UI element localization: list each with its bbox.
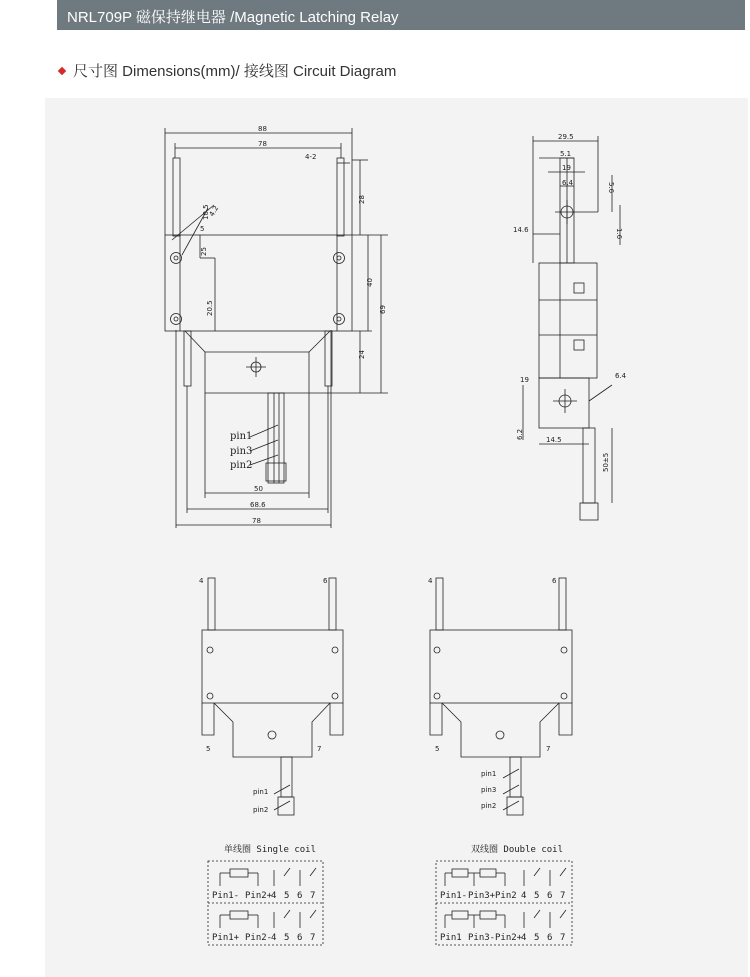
connector [266, 463, 286, 481]
double-terminal-5-label: 5 [435, 745, 440, 753]
double-r1-pin1: Pin1- [440, 891, 468, 901]
dim-25: 25 [200, 247, 208, 256]
double-coil-title: 双线圈 Double coil [471, 845, 564, 855]
double-coil-diagram [430, 578, 572, 815]
header-title: NRL709P 磁保持继电器 /Magnetic Latching Relay [67, 9, 399, 26]
single-r2-6: 6 [297, 933, 303, 943]
double-pin2-label: pin2 [481, 802, 497, 810]
terminal-4-label: 4 [199, 577, 204, 585]
single-r1-6: 6 [297, 891, 303, 901]
single-r2-4: 4 [271, 933, 277, 943]
pin3-label: pin3 [230, 446, 253, 457]
dim-68-6: 68.6 [250, 501, 266, 509]
double-r1-7: 7 [560, 891, 566, 901]
double-r2-4: 4 [521, 933, 527, 943]
dim-14-5: 14.5 [546, 436, 562, 444]
dim-19-top: 19 [562, 164, 571, 172]
dim-4-2: 4-2 [305, 153, 317, 161]
dim-40: 40 [366, 278, 374, 287]
relay-body [165, 235, 352, 331]
terminal-7-label: 7 [317, 745, 322, 753]
single-r2-pin1: Pin1+ [212, 933, 240, 943]
double-pin3-label: pin3 [481, 786, 497, 794]
single-r2-7: 7 [310, 933, 316, 943]
dim-20-5: 20.5 [206, 300, 214, 316]
double-r1-4: 4 [521, 891, 527, 901]
terminal-lower-left [184, 331, 191, 386]
dim-6-2: 6.2 [516, 428, 524, 440]
dim-50-5: 50±5 [602, 452, 610, 472]
dim-5-6: 5.6 [607, 182, 615, 194]
front-view [165, 128, 388, 528]
side-connector [580, 503, 598, 520]
dim-24: 24 [358, 350, 366, 359]
double-terminal-4-label: 4 [428, 577, 433, 585]
double-r2-5: 5 [534, 933, 540, 943]
single-coil-diagram [202, 578, 343, 815]
double-r1-pin3: Pin3+ [468, 891, 496, 901]
dim-5-1: 5.1 [560, 150, 572, 158]
double-r2-7: 7 [560, 933, 566, 943]
pin2-label: pin2 [230, 460, 253, 471]
dim-28: 28 [358, 195, 366, 204]
dim-6-4-top: 6.4 [562, 179, 574, 187]
double-r1-5: 5 [534, 891, 540, 901]
dim-1-6: 1.6 [615, 228, 623, 240]
dim-78-top: 78 [258, 140, 267, 148]
dim-6-4-bottom: 6.4 [615, 372, 627, 380]
double-terminal-7-label: 7 [546, 745, 551, 753]
terminal-5-label: 5 [206, 745, 211, 753]
terminal-6-label: 6 [323, 577, 328, 585]
double-r2-pin3: Pin3- [468, 933, 496, 943]
single-r1-pin1: Pin1- [212, 891, 240, 901]
double-pin1-label: pin1 [481, 770, 497, 778]
single-r2-5: 5 [284, 933, 290, 943]
section-heading-text: 尺寸图 Dimensions(mm)/ 接线图 Circuit Diagram [73, 63, 397, 80]
double-r2-pin1: Pin1 [440, 933, 462, 943]
side-lower [539, 378, 589, 428]
dim-10-5: 10.5 [202, 204, 210, 220]
side-body [539, 263, 597, 378]
dim-88: 88 [258, 125, 267, 133]
terminal-upper-right [337, 158, 344, 236]
dim-69: 69 [379, 305, 387, 314]
single-pin1-label: pin1 [253, 788, 269, 796]
dim-14-6: 14.6 [513, 226, 529, 234]
dim-4-2-left: 4.2 [207, 204, 221, 218]
dim-29-5: 29.5 [558, 133, 574, 141]
dim-50: 50 [254, 485, 263, 493]
single-r1-7: 7 [310, 891, 316, 901]
double-r2-pin2: Pin2+ [495, 933, 523, 943]
dim-78-bottom: 78 [252, 517, 261, 525]
double-r2-6: 6 [547, 933, 553, 943]
dim-19-bottom: 19 [520, 376, 529, 384]
pin1-label: pin1 [230, 431, 253, 442]
double-r1-pin2: Pin2 [495, 891, 517, 901]
single-r2-pin2: Pin2- [245, 933, 273, 943]
double-terminal-6-label: 6 [552, 577, 557, 585]
single-pin2-label: pin2 [253, 806, 269, 814]
single-r1-pin2: Pin2+ [245, 891, 273, 901]
single-r1-4: 4 [271, 891, 277, 901]
terminal-upper-left [173, 158, 180, 236]
double-r1-6: 6 [547, 891, 553, 901]
wire-bundle [268, 393, 284, 483]
single-coil-title: 单线圈 Single coil [224, 845, 317, 855]
dim-5: 5 [200, 225, 205, 233]
single-r1-5: 5 [284, 891, 290, 901]
